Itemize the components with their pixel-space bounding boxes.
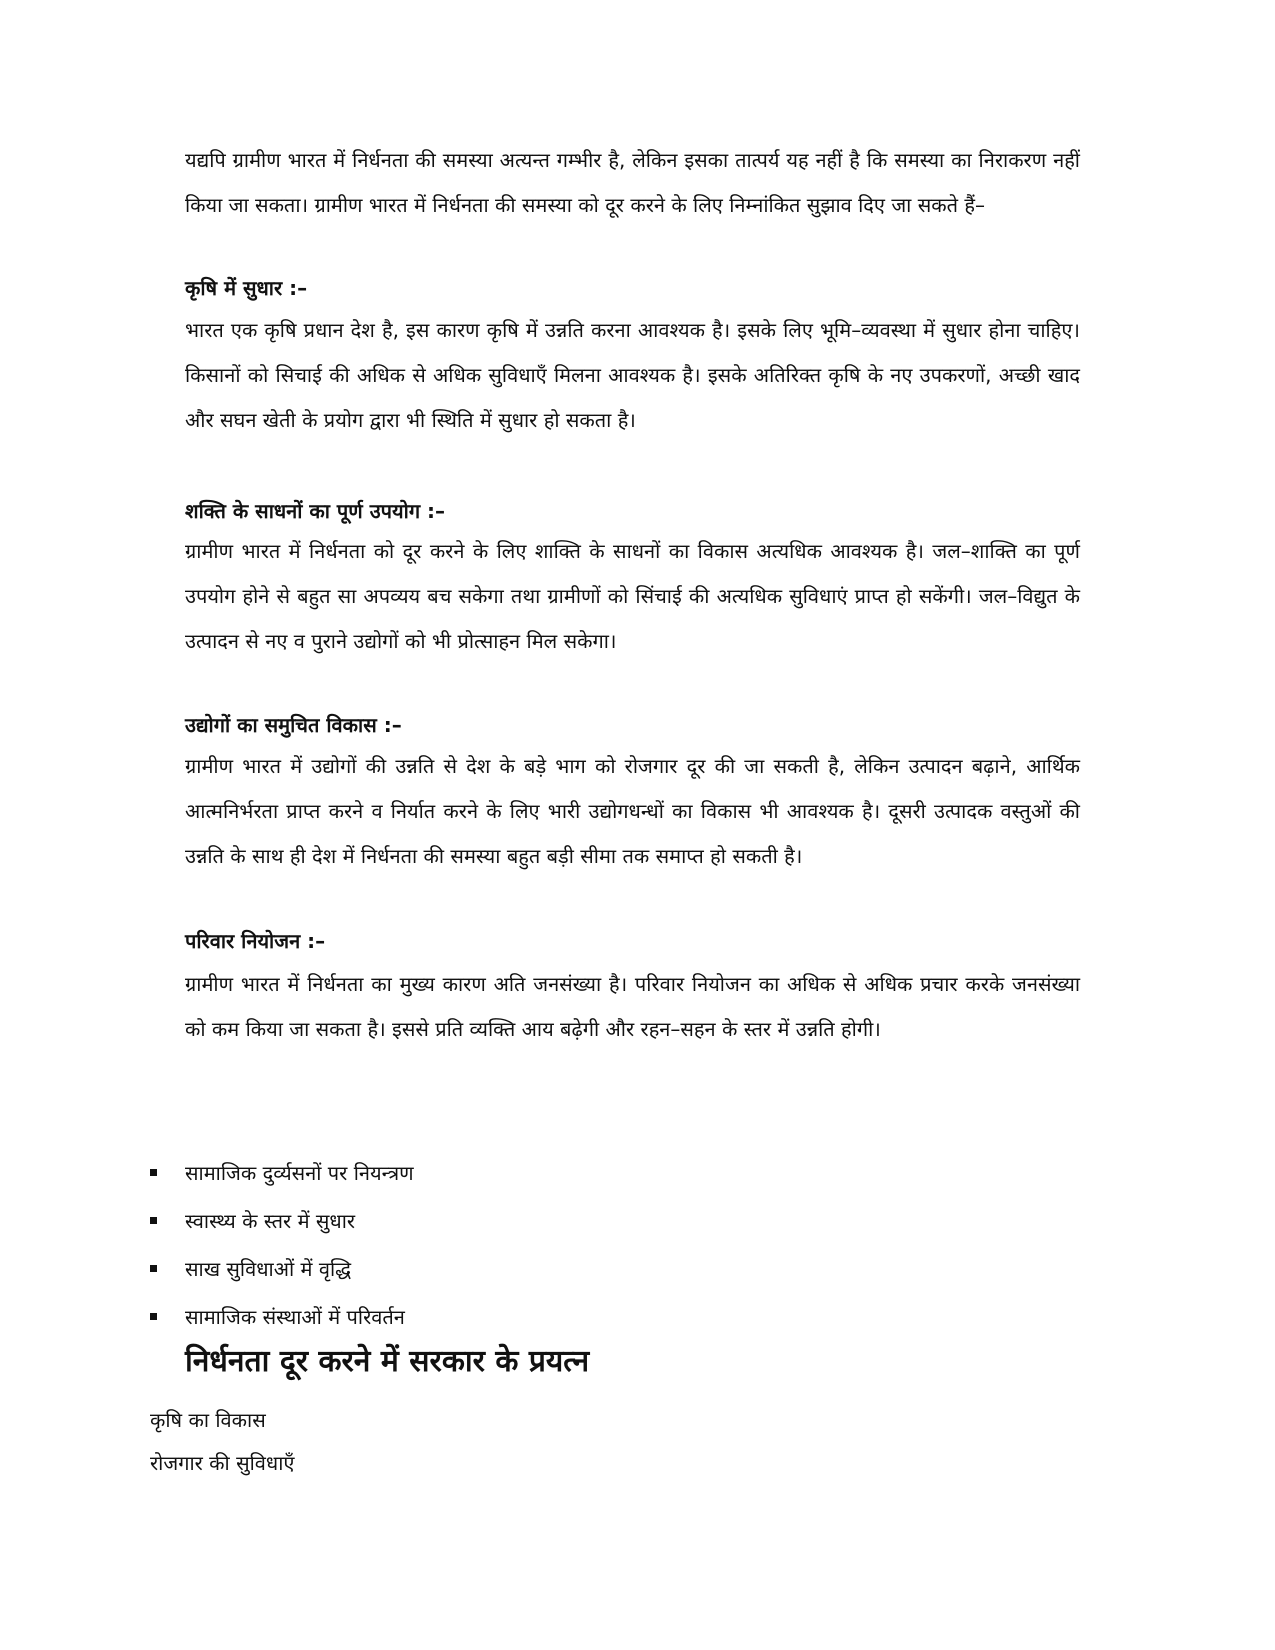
list-item <box>150 1206 414 1254</box>
list-item <box>150 1158 414 1206</box>
square-bullet-icon <box>150 1217 157 1224</box>
square-bullet-icon <box>150 1313 157 1320</box>
paragraph-family-planning: ग्रामीण भारत में निर्धनता का मुख्य कारण अति जनसंख्या है। परिवार नियोजन का अधिक से अधिक प्रचार करके जनसंख्या को कम किया जा सकता है। इससे प्रति व्यक्ति आय बढ़ेगी और रहन–सहन के स्तर में उन्नति होगी। <box>185 972 1080 1041</box>
list-item-label: स्वास्थ्य के स्तर में सुधार <box>185 1209 356 1233</box>
suggestion-bullet-list <box>150 1158 414 1350</box>
square-bullet-icon <box>150 1169 157 1176</box>
government-line-agriculture: कृषि का विकास <box>150 1408 266 1432</box>
paragraph-agriculture-improvement: भारत एक कृषि प्रधान देश है, इस कारण कृषि में उन्नति करना आवश्यक है। इसके लिए भूमि–व्यवस्था में सुधार होना चाहिए। किसानों को सिचाई की अधिक से अधिक सुविधाएँ मिलना आवश्यक है। इसके अतिरिक्त कृषि के नए उपकरणों, अच्छी खाद और सघन खेती के प्रयोग द्वारा भी स्थिति में सुधार हो सकता है। <box>185 318 1080 432</box>
heading-industrial-development: उद्योगों का समुचित विकास :– <box>185 713 402 737</box>
list-item <box>150 1254 414 1302</box>
list-item-label: सामाजिक संस्थाओं में परिवर्तन <box>185 1305 405 1329</box>
square-bullet-icon <box>150 1265 157 1272</box>
paragraph-industrial-development: ग्रामीण भारत में उद्योगों की उन्नति से देश के बड़े भाग को रोजगार दूर की जा सकती है, लेकिन उत्पादन बढ़ाने, आर्थिक आत्मनिर्भरता प्राप्त करने व निर्यात करने के लिए भारी उद्योगधन्धों का विकास भी आवश्यक है। दूसरी उत्पादक वस्तुओं की उन्नति के साथ ही देश में निर्धनता की समस्या बहुत बड़ी सीमा तक समाप्त हो सकती है। <box>185 754 1080 868</box>
list-item-label: सामाजिक दुर्व्यसनों पर नियन्त्रण <box>185 1161 414 1185</box>
government-efforts-title: निर्धनता दूर करने में सरकार के प्रयत्न <box>185 1344 590 1379</box>
heading-power-resources: शक्ति के साधनों का पूर्ण उपयोग :– <box>185 499 446 523</box>
intro-paragraph: यद्यपि ग्रामीण भारत में निर्धनता की समस्या अत्यन्त गम्भीर है, लेकिन इसका तात्पर्य यह नहीं है कि समस्या का निराकरण नहीं किया जा सकता। ग्रामीण भारत में निर्धनता की समस्या को दूर करने के लिए निम्नांकित सुझाव दिए जा सकते हैं– <box>185 148 1080 217</box>
list-item-label: साख सुविधाओं में वृद्धि <box>185 1257 352 1281</box>
paragraph-power-resources: ग्रामीण भारत में निर्धनता को दूर करने के लिए शाक्ति के साधनों का विकास अत्यधिक आवश्यक है। जल–शाक्ति का पूर्ण उपयोग होने से बहुत सा अपव्यय बच सकेगा तथा ग्रामीणों को सिंचाई की अत्यधिक सुविधाएं प्राप्त हो सकेंगी। जल–विद्युत के उत्पादन से नए व पुराने उद्योगों को भी प्रोत्साहन मिल सकेगा। <box>185 539 1080 653</box>
government-line-employment: रोजगार की सुविधाएँ <box>150 1451 295 1475</box>
heading-family-planning: परिवार नियोजन :– <box>185 929 326 953</box>
heading-agriculture-improvement: कृषि में सुधार :– <box>185 276 308 300</box>
